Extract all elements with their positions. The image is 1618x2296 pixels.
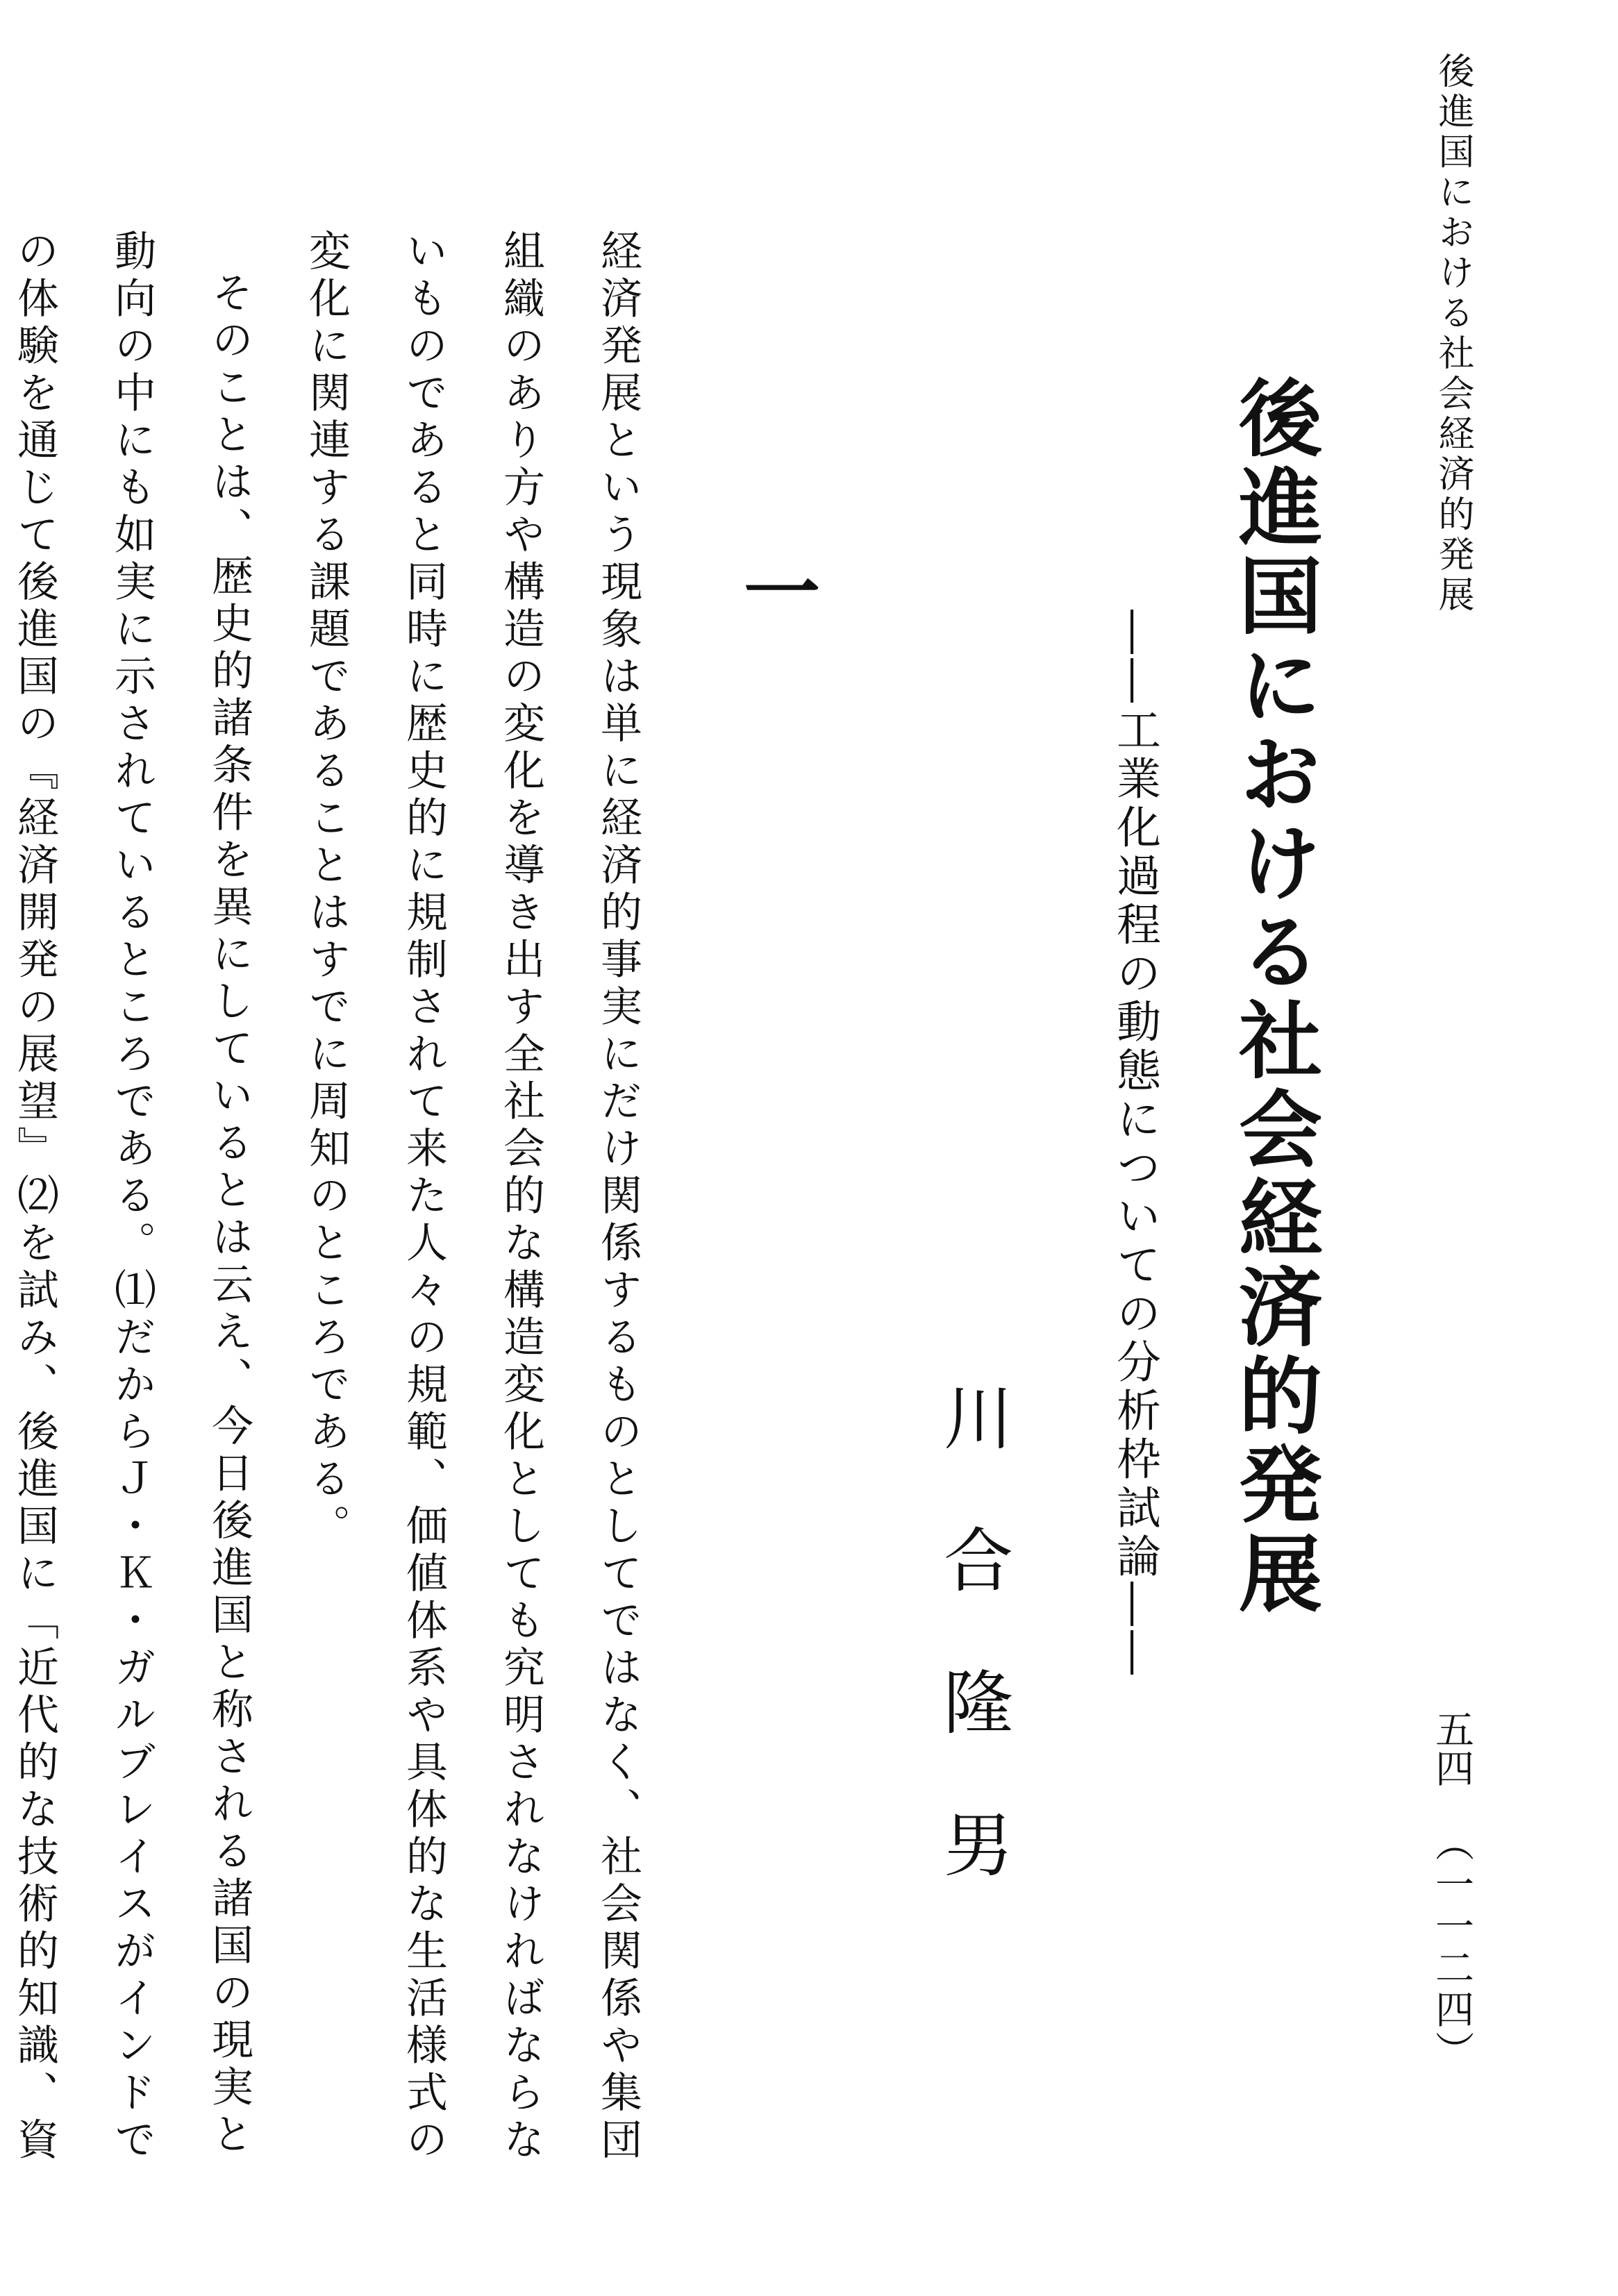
article-title: 後進国における社会経済的発展 xyxy=(1225,375,1323,1619)
paragraph: 経済発展という現象は単に経済的事実にだけ関係するものとしてではなく、社会関係や集団組織のあり方や構造の変化を導き出す全社会的な構造変化としても究明されなければならないものであると同時に歴史的に規制されて来た人々の規範、価値体系や具体的な生活様式の変化に関連する課題であることはすでに周知のところである。 xyxy=(302,229,642,2165)
body-text xyxy=(10,229,667,2173)
section-number: 一 xyxy=(731,552,821,628)
page-number: 五四 xyxy=(1429,1709,1474,1787)
author-name: 川合隆男 xyxy=(932,1382,1013,1951)
folio-number: （一一二四） xyxy=(1429,1822,1474,2072)
running-head: 後進国における社会経済的発展 xyxy=(1432,52,1474,616)
article-subtitle: ――工業化過程の動態についての分析枠試論―― xyxy=(1109,610,1160,1679)
paragraph: そのことは、歴史的諸条件を異にしているとは云え、今日後進国と称される諸国の現実と動向の中にも如実に示されているところである。⑴だからＪ・Ｋ・ガルブレイスがインドでの体験を通じて後進国の『経済開発の展望』⑵を試み、後進国に「近代的な技術的知識、資 xyxy=(10,229,253,2165)
